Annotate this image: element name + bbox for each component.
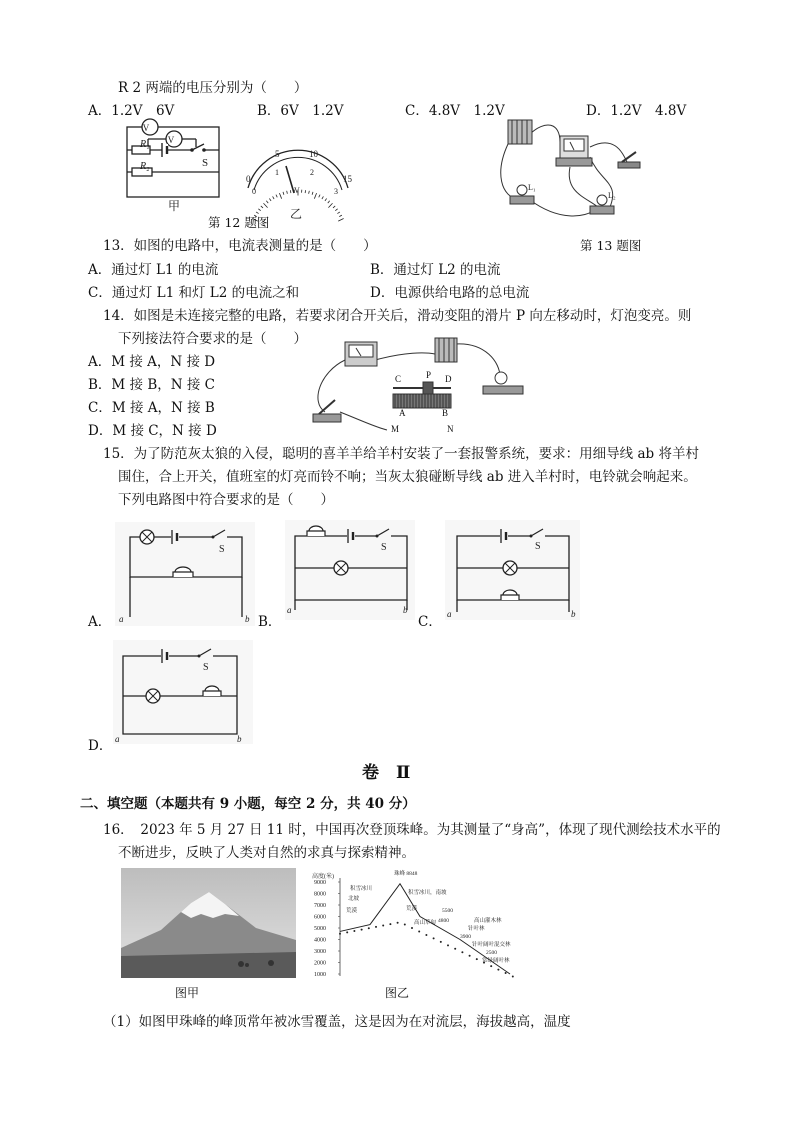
chart-y-tick-label: 9000 <box>314 880 326 886</box>
q16-line1: 16． 2023 年 5 月 27 日 11 时，中国再次登顶珠峰。为其测量了“身高”，体现了现代测绘技术水平的 <box>103 822 721 838</box>
chart-boundary-dot <box>505 972 507 974</box>
svg-text:0: 0 <box>246 174 251 184</box>
svg-text:V: V <box>167 135 175 145</box>
chart-annotation: 4800 <box>438 918 449 924</box>
chart-boundary-dot <box>454 948 456 950</box>
q14-option-d[interactable]: D．M 接 C，N 接 D <box>88 423 217 439</box>
chart-y-tick-label: 3000 <box>314 949 326 955</box>
chart-annotation: 荒漠 <box>406 906 418 912</box>
dial-tick <box>273 196 275 199</box>
volume-title: 卷 Ⅱ <box>362 763 411 783</box>
dial-tick <box>333 206 335 208</box>
dial-tick <box>279 193 281 199</box>
q15-stem-line2: 围住，合上开关，值班室的灯亮而铃不响；当灰太狼碰断导线 ab 进入羊村时，电铃就会响起来。 <box>118 469 697 485</box>
q12-label-jia: 甲 <box>168 199 181 213</box>
svg-text:B: B <box>442 408 449 418</box>
q13-option-d[interactable]: D．电源供给电路的总电流 <box>370 285 530 301</box>
q16-fig-jia: 图甲 <box>175 986 200 1000</box>
dial-tick <box>283 192 284 195</box>
svg-text:M: M <box>391 424 400 434</box>
svg-text:b: b <box>403 605 408 615</box>
dial-tick <box>276 195 277 198</box>
svg-text:S: S <box>203 662 209 673</box>
svg-text:V: V <box>294 186 300 195</box>
chart-boundary-dot <box>361 929 363 931</box>
q15-circuit-b[interactable] <box>285 520 415 620</box>
chart-annotation: 常绿阔叶林 <box>482 958 510 964</box>
dial-tick <box>339 215 342 216</box>
dial-tick <box>256 212 258 214</box>
chart-boundary-dot <box>339 933 341 935</box>
chart-boundary-dot <box>433 937 435 939</box>
chart-annotation: 3900 <box>460 934 471 940</box>
q15-option-c-letter[interactable]: C． <box>418 614 442 630</box>
q12-option-a[interactable]: A．1.2V 6V <box>88 103 175 119</box>
q15-circuit-c[interactable] <box>445 520 580 620</box>
svg-text:D: D <box>445 374 452 384</box>
svg-text:15: 15 <box>343 174 352 184</box>
chart-annotation: 针叶阔叶混交林 <box>472 942 511 948</box>
section-heading: 二、填空题（本题共有 9 小题，每空 2 分，共 40 分） <box>80 796 416 812</box>
svg-text:5: 5 <box>275 149 280 159</box>
chart-boundary-dot <box>411 927 413 929</box>
svg-text:1: 1 <box>275 168 279 177</box>
q15-option-b-letter[interactable]: B． <box>258 614 282 630</box>
chart-annotation: 针叶林 <box>468 926 485 932</box>
svg-text:L₂: L₂ <box>608 191 616 200</box>
q15-stem-line1: 15．为了防范灰太狼的入侵，聪明的喜羊羊给羊村安装了一套报警系统，要求：用细导线 ab 将羊村 <box>103 446 699 462</box>
chart-y-tick-label: 1000 <box>314 972 326 978</box>
q16-elevation-chart <box>310 870 530 982</box>
q13-caption: 第 13 题图 <box>580 238 642 253</box>
q12-r1-label: R₁ <box>140 139 150 150</box>
chart-annotation: 高山灌木林 <box>474 918 502 924</box>
chart-boundary-dot <box>382 924 384 926</box>
q14-stem-line1: 14．如图是未连接完整的电路，若要求闭合开关后，滑动变阻的滑片 P 向左移动时，灯泡变亮。则 <box>103 308 692 324</box>
svg-text:0: 0 <box>252 187 256 196</box>
q14-rheostat-circuit <box>305 332 535 438</box>
chart-boundary-dot <box>476 958 478 960</box>
chart-boundary-dot <box>469 955 471 957</box>
chart-boundary-dot <box>440 941 442 943</box>
chart-y-tick-label: 2000 <box>314 960 326 967</box>
dial-tick <box>337 212 339 214</box>
svg-text:3: 3 <box>334 187 338 196</box>
chart-annotation: 2500 <box>486 950 497 956</box>
chart-boundary-dot <box>375 926 377 928</box>
q14-option-a[interactable]: A．M 接 A，N 接 D <box>88 354 216 370</box>
dial-tick <box>312 192 313 195</box>
q13-circuit-illustration <box>490 112 650 232</box>
svg-text:A: A <box>399 408 406 418</box>
q12-option-d[interactable]: D．1.2V 4.8V <box>586 103 687 119</box>
dial-tick <box>269 198 271 200</box>
chart-y-tick-label: 5000 <box>314 926 326 932</box>
dial-tick <box>328 203 332 207</box>
q15-option-d-letter[interactable]: D． <box>88 738 113 754</box>
chart-annotation: 珠峰 8848 <box>394 871 418 877</box>
chart-annotation: 北坡 <box>348 896 360 902</box>
chart-boundary-dot <box>461 951 463 953</box>
dial-tick <box>314 193 316 199</box>
chart-annotation: 高山草甸 <box>414 920 437 926</box>
q12-option-c[interactable]: C．4.8V 1.2V <box>405 103 505 119</box>
svg-text:b: b <box>245 614 250 624</box>
dial-tick <box>328 201 330 203</box>
chart-annotation: 积雪冰川 <box>350 886 373 892</box>
svg-text:a: a <box>115 734 120 744</box>
svg-text:S: S <box>535 541 541 552</box>
q14-option-c[interactable]: C．M 接 A，N 接 B <box>88 400 215 416</box>
q16-sub1: （1）如图甲珠峰的峰顶常年被冰雪覆盖，这是因为在对流层，海拔越高，温度 <box>103 1014 571 1030</box>
q13-stem: 13．如图的电路中，电流表测量的是（ ） <box>103 238 377 254</box>
chart-annotation: 5500 <box>442 908 453 914</box>
dial-tick <box>261 206 263 208</box>
q12-caption: 第 12 题图 <box>208 215 270 230</box>
chart-boundary-dot <box>490 965 492 967</box>
svg-text:S: S <box>219 544 225 555</box>
chart-boundary-dot <box>512 975 514 977</box>
dial-tick <box>266 201 268 203</box>
q13-option-a[interactable]: A．通过灯 L1 的电流 <box>88 262 219 278</box>
chart-boundary-dot <box>404 924 406 926</box>
dial-tick <box>319 195 320 198</box>
dial-tick <box>263 203 267 207</box>
svg-text:P: P <box>426 370 432 380</box>
chart-axis-label: 高度(米) <box>312 874 334 880</box>
dial-tick <box>338 219 343 222</box>
q14-option-b[interactable]: B．M 接 B，N 接 C <box>88 377 215 393</box>
dial-tick <box>309 191 310 194</box>
chart-annotation: 荒漠 <box>346 908 358 914</box>
q12-voltmeter-dial <box>238 148 358 223</box>
q12-r2-label: R₂ <box>140 161 150 172</box>
q15-circuit-d[interactable] <box>113 640 253 744</box>
q15-option-a-letter[interactable]: A． <box>88 614 112 630</box>
chart-boundary-dot <box>346 931 348 933</box>
q12-circuit-jia <box>118 122 228 212</box>
chart-y-tick-label: 7000 <box>314 903 326 909</box>
chart-annotation: 积雪冰川，南坡 <box>408 890 447 896</box>
chart-y-tick-label: 4000 <box>314 937 326 944</box>
chart-boundary-dot <box>368 927 370 929</box>
q13-option-c[interactable]: C．通过灯 L1 和灯 L2 的电流之和 <box>88 285 300 301</box>
dial-tick <box>325 198 327 200</box>
chart-boundary-dot <box>447 944 449 946</box>
q14-stem-line2: 下列接法符合要求的是（ ） <box>118 331 307 347</box>
svg-text:C: C <box>395 374 402 384</box>
chart-boundary-dot <box>425 934 427 936</box>
q12-switch-label: S <box>202 157 209 169</box>
dial-tick <box>287 191 288 194</box>
q15-stem-line3: 下列电路图中符合要求的是（ ） <box>118 492 334 508</box>
q12-option-b[interactable]: B．6V 1.2V <box>257 103 344 119</box>
q13-option-b[interactable]: B．通过灯 L2 的电流 <box>370 262 501 278</box>
svg-text:a: a <box>287 605 292 615</box>
chart-boundary-dot <box>397 922 399 924</box>
chart-y-tick-label: 6000 <box>314 914 326 921</box>
svg-text:a: a <box>447 609 452 619</box>
svg-text:V: V <box>142 123 150 133</box>
svg-text:2: 2 <box>310 168 314 177</box>
svg-text:a: a <box>119 614 124 624</box>
q16-fig-yi: 图乙 <box>385 986 410 1000</box>
svg-text:10: 10 <box>309 149 318 159</box>
svg-text:N: N <box>447 424 454 434</box>
svg-text:S: S <box>381 542 387 553</box>
q15-circuit-a[interactable] <box>115 522 255 626</box>
svg-text:b: b <box>571 609 576 619</box>
q12-stem-tail: R 2 两端的电压分别为（ ） <box>118 80 308 96</box>
q12-label-yi: 乙 <box>290 207 303 221</box>
q16-line2: 不断进步，反映了人类对自然的求真与探索精神。 <box>118 845 415 861</box>
chart-boundary-dot <box>497 969 499 971</box>
svg-text:L₁: L₁ <box>528 183 536 192</box>
dial-tick <box>258 209 260 211</box>
dial-tick <box>322 196 324 199</box>
q16-mountain-photo <box>121 868 296 978</box>
chart-boundary-dot <box>389 923 391 925</box>
svg-text:b: b <box>237 734 242 744</box>
dial-tick <box>335 209 337 211</box>
chart-boundary-dot <box>418 930 420 932</box>
chart-boundary-dot <box>353 930 355 932</box>
chart-y-tick-label: 8000 <box>314 891 326 898</box>
